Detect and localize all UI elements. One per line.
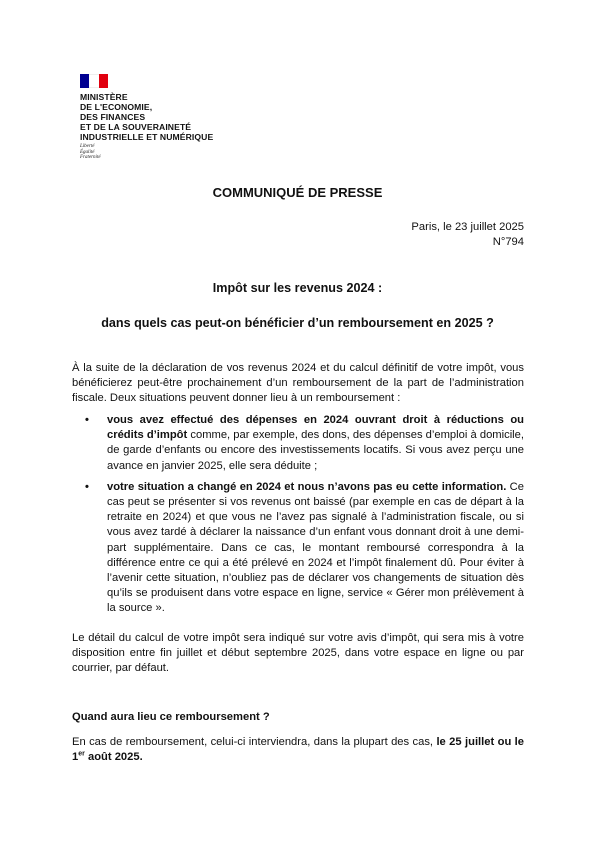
ordinal-suffix: er <box>78 750 85 758</box>
french-flag-icon <box>80 74 108 88</box>
bullet-icon: • <box>85 414 89 426</box>
bullet-icon: • <box>85 480 89 493</box>
republic-motto <box>80 144 101 161</box>
ministry-name-line: MINISTÈRE <box>80 92 128 102</box>
detail-paragraph: Le détail du calcul de votre impôt sera indiqué sur votre avis d’impôt, qui sera mis à votre disposition entre fin juillet et début septembre 2025, dans votre espace en ligne ou par courrier, par défaut. <box>72 632 524 675</box>
place-date-block <box>411 220 524 250</box>
motto-line: Fraternité <box>80 155 101 161</box>
ministry-name <box>80 92 213 142</box>
press-release-title: COMMUNIQUÉ DE PRESSE <box>212 185 383 200</box>
intro-paragraph: À la suite de la déclaration de vos revenus 2024 et du calcul définitif de votre impôt, vous bénéficierez peut-être prochainement d’un remboursement de la part de l’administration fiscale. Deux situations peuvent donner lieu à un remboursement : <box>72 362 524 405</box>
list-item-text: Ce cas peut se présenter si vos revenus ont baissé (par exemple en cas de départ à la retraite en 2024) et que vous ne l’avez pas signalé à l’administration fiscale, ou si vous avez tardé à déclarer la naissance d’un enfant vous donnant droit à une demi-part supplémentaire. Dans ce cas, le montant remboursé correspondra à la différence entre ce qui a été prélevé en 2024 et l’impôt finalement dû. Pour éviter à l’avenir cette situation, n’oubliez pas de déclarer vos changements de situation dès qu’ils se produisent dans votre espace en ligne, service « Gérer mon prélèvement à la source ». <box>107 480 524 615</box>
ministry-name-line: INDUSTRIELLE ET NUMÉRIQUE <box>80 132 214 142</box>
list-item <box>72 413 524 474</box>
answer-date-part: le 25 juillet ou le 1 <box>72 736 524 764</box>
ministry-logo <box>72 72 237 172</box>
answer-date-part: août 2025. <box>84 751 143 764</box>
motto-line: Égalité <box>80 149 95 155</box>
ministry-name-line: DES FINANCES <box>80 112 146 122</box>
list-item <box>72 480 524 617</box>
ministry-name-line: DE L'ECONOMIE, <box>80 102 153 112</box>
ministry-name-line: ET DE LA SOUVERAINETÉ <box>80 122 192 132</box>
subheadline: dans quels cas peut-on bénéficier d’un remboursement en 2025 ? <box>101 316 494 330</box>
motto-line: Liberté <box>80 144 95 149</box>
place-date: Paris, le 23 juillet 2025 <box>411 221 524 233</box>
answer-text: En cas de remboursement, celui-ci interviendra, dans la plupart des cas, <box>72 736 437 748</box>
list-item-text: comme, par exemple, des dons, des dépenses d’emploi à domicile, de garde d’enfants ou encore des investissements locatifs. Si vous avez perçu une avance en janvier 2025, elle sera déduite ; <box>107 429 524 472</box>
section-question: Quand aura lieu ce remboursement ? <box>72 711 270 723</box>
situations-list <box>72 413 524 623</box>
headline: Impôt sur les revenus 2024 : <box>212 281 383 295</box>
list-item-bold: votre situation a changé en 2024 et nous n’avons pas eu cette information. <box>107 480 507 493</box>
list-item-bold: vous avez effectué des dépenses en 2024 ouvrant droit à réductions ou crédits d’impôt <box>107 414 524 442</box>
answer-paragraph <box>72 735 524 765</box>
release-number: N°794 <box>492 236 524 248</box>
